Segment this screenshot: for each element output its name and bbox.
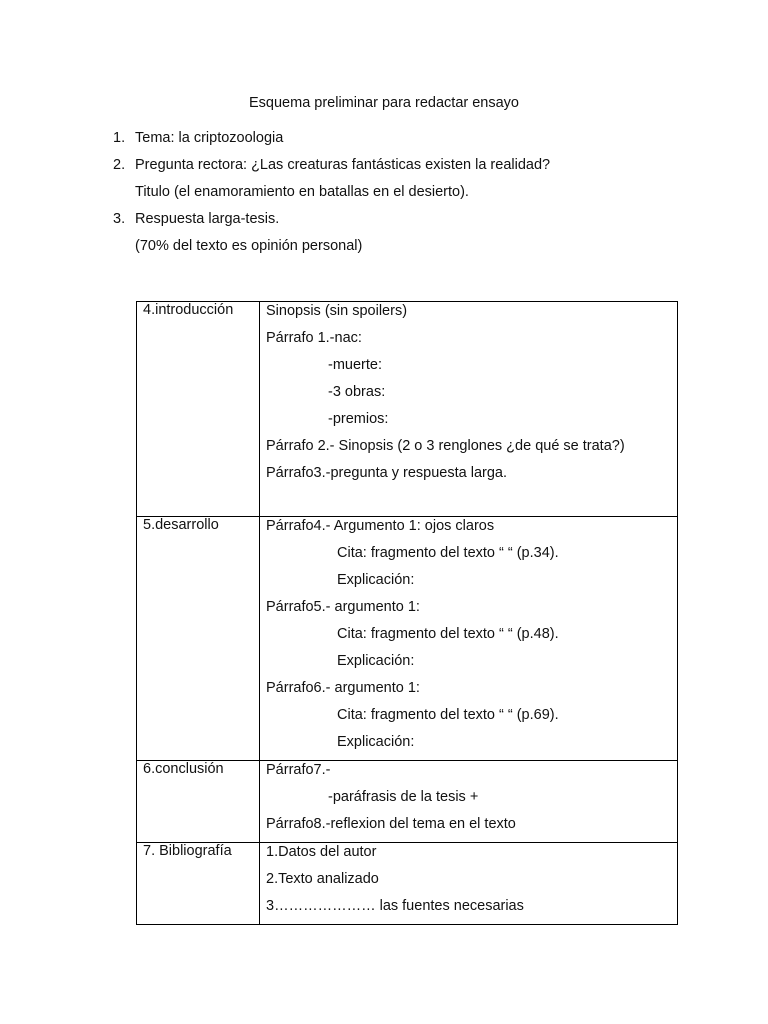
section-label: 5.desarrollo [137,517,260,761]
list-item [109,156,669,183]
section-label: 6.conclusión [137,761,260,843]
content-line: Cita: fragmento del texto “ “ (p.69). [337,707,559,723]
list-text: Respuesta larga-tesis. [135,211,280,227]
content-line: Explicación: [337,572,415,588]
outline-list [109,129,669,264]
list-number: 3. [113,211,126,227]
content-line: Cita: fragmento del texto “ “ (p.48). [337,626,559,642]
content-line: Sinopsis (sin spoilers) [266,303,408,319]
content-line: Párrafo 2.- Sinopsis (2 o 3 renglones ¿de qué se trata?) [266,438,625,454]
content-line: Explicación: [337,653,415,669]
content-line: Párrafo5.- argumento 1: [266,599,420,615]
table-row-desarrollo [137,517,678,761]
list-item [109,129,669,156]
list-text: Tema: la criptozoologia [135,130,284,146]
list-text: (70% del texto es opinión personal) [135,238,363,254]
section-label: 7. Bibliografía [137,843,260,925]
section-content [260,302,678,517]
document-title: Esquema preliminar para redactar ensayo [249,95,519,111]
content-line: Párrafo7.- [266,762,331,778]
content-line: Párrafo4.- Argumento 1: ojos claros [266,518,495,534]
content-line: Cita: fragmento del texto “ “ (p.34). [337,545,559,561]
list-number: 1. [113,130,126,146]
table-row-introduccion [137,302,678,517]
content-line: 1.Datos del autor [266,844,377,860]
content-line: -muerte: [328,357,382,373]
essay-outline-table [136,301,678,925]
list-item [109,183,669,210]
list-text: Titulo (el enamoramiento en batallas en el desierto). [135,184,469,200]
section-content [260,843,678,925]
table-row-bibliografia [137,843,678,925]
list-text: Pregunta rectora: ¿Las creaturas fantásticas existen la realidad? [135,157,551,173]
list-item [109,210,669,237]
content-line: 2.Texto analizado [266,871,379,887]
content-line: Párrafo6.- argumento 1: [266,680,420,696]
list-number: 2. [113,157,126,173]
content-line: Explicación: [337,734,415,750]
content-line: Párrafo8.-reflexion del tema en el texto [266,816,516,832]
list-item [109,237,669,264]
section-content [260,517,678,761]
section-content [260,761,678,843]
content-line: 3………………… las fuentes necesarias [266,898,524,914]
content-line: Párrafo3.-pregunta y respuesta larga. [266,465,507,481]
content-line: -paráfrasis de la tesis + [328,789,479,805]
section-label: 4.introducción [137,302,260,517]
content-line: -premios: [328,411,389,427]
content-line: Párrafo 1.-nac: [266,330,362,346]
table-row-conclusion [137,761,678,843]
content-line: -3 obras: [328,384,386,400]
